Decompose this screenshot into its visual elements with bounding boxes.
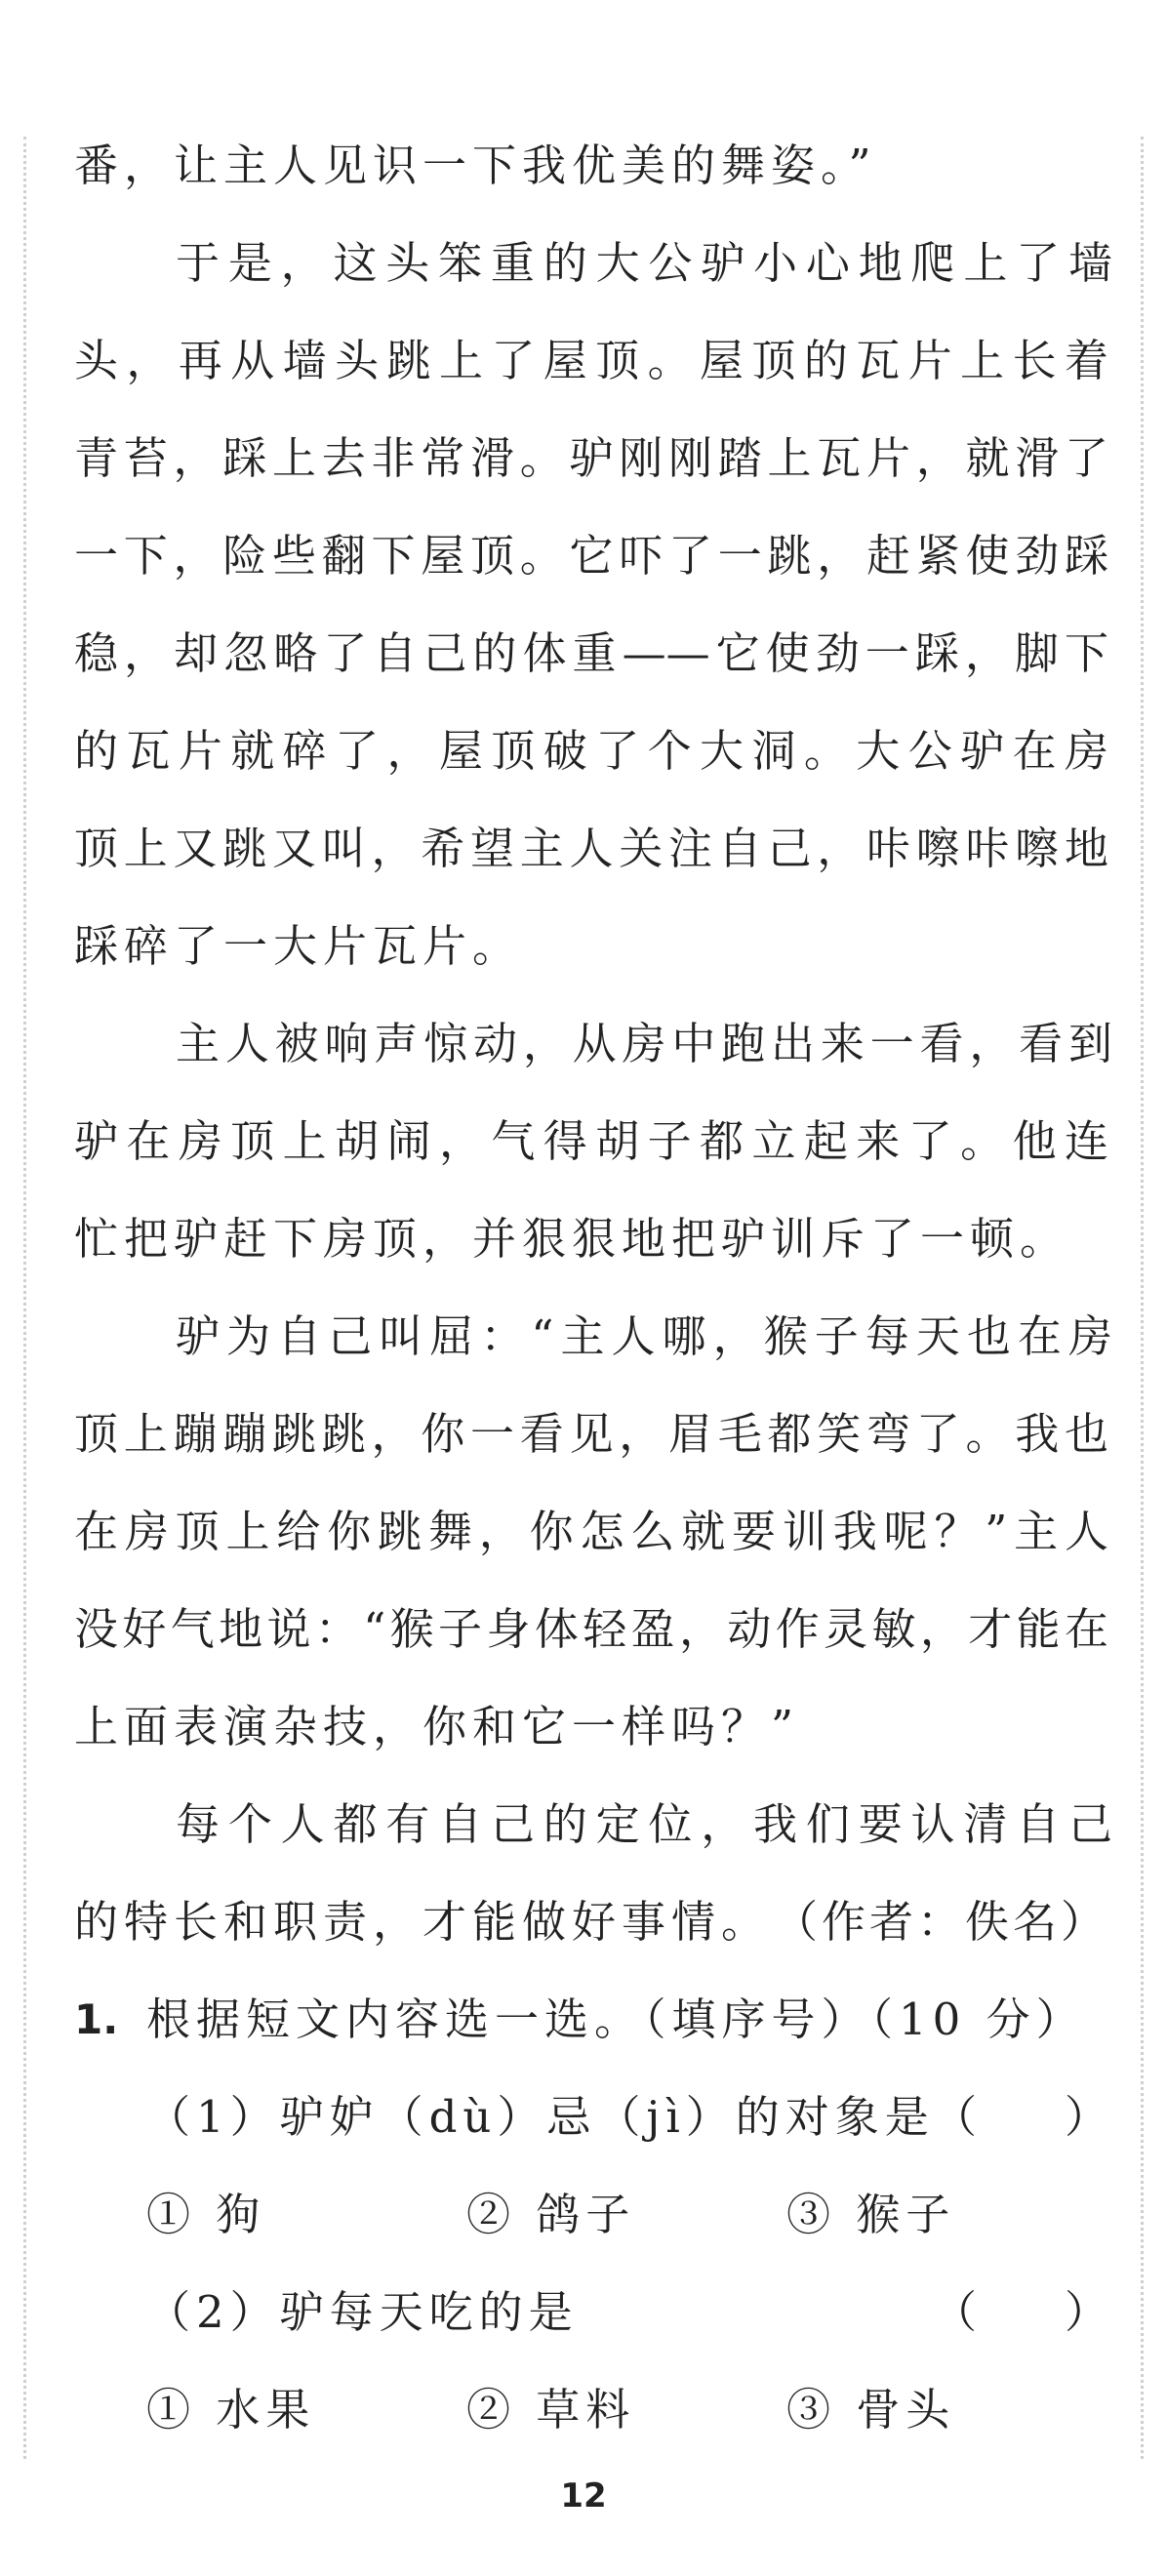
text-line: 一下，险些翻下屋顶。它吓了一跳，赶紧使劲踩: [74, 530, 1108, 582]
sub-question-1-option-2[interactable]: ② 鸽子: [466, 2189, 636, 2240]
text-line: 忙把驴赶下房顶，并狠狠地把驴训斥了一顿。: [74, 1213, 1070, 1265]
sub-question-2-option-2[interactable]: ② 草料: [466, 2384, 636, 2435]
sub-question-1-prompt: （1）驴妒（dù）忌（jì）的对象是: [146, 2091, 935, 2143]
text-line: 顶上蹦蹦跳跳，你一看见，眉毛都笑弯了。我也: [74, 1408, 1108, 1460]
sub-question-2-answer-blank[interactable]: （ ）: [932, 2286, 1108, 2338]
text-line: 的瓦片就碎了，屋顶破了个大洞。大公驴在房: [74, 725, 1108, 777]
text-line: 稳，却忽略了自己的体重——它使劲一踩，脚下: [74, 627, 1108, 679]
question-text: 根据短文内容选一选。（填序号）（10 分）: [146, 1993, 1086, 2045]
page-number: 12: [560, 2476, 607, 2516]
sub-question-1-option-3[interactable]: ③ 猴子: [786, 2189, 956, 2240]
sub-question-1-answer-blank[interactable]: （ ）: [932, 2091, 1108, 2143]
text-line: 上面表演杂技，你和它一样吗？”: [74, 1701, 800, 1752]
text-line: 主人被响声惊动，从房中跑出来一看，看到: [176, 1018, 1112, 1069]
right-margin-rule: [1141, 137, 1144, 2459]
text-line: 番，让主人见识一下我优美的舞姿。”: [74, 140, 877, 191]
text-line: 青苔，踩上去非常滑。驴刚刚踏上瓦片，就滑了: [74, 432, 1108, 484]
author-attribution: （作者：佚名）: [773, 1896, 1108, 1948]
left-margin-rule: [23, 137, 26, 2459]
sub-question-2-option-3[interactable]: ③ 骨头: [786, 2384, 956, 2435]
text-line: 头，再从墙头跳上了屋顶。屋顶的瓦片上长着: [74, 335, 1108, 386]
text-line: 驴为自己叫屈：“主人哪，猴子每天也在房: [176, 1310, 1112, 1362]
text-line: 于是，这头笨重的大公驴小心地爬上了墙: [176, 237, 1112, 289]
sub-question-1-option-1[interactable]: ① 狗: [146, 2189, 266, 2240]
text-line: 每个人都有自己的定位，我们要认清自己: [176, 1798, 1112, 1850]
text-line: 顶上又跳又叫，希望主人关注自己，咔嚓咔嚓地: [74, 823, 1108, 874]
text-line: 在房顶上给你跳舞，你怎么就要训我呢？”主人: [74, 1506, 1108, 1557]
text-line: 的特长和职责，才能做好事情。: [74, 1896, 772, 1948]
question-number: 1.: [74, 1995, 119, 2043]
sub-question-2-prompt: （2）驴每天吃的是: [146, 2286, 579, 2338]
sub-question-2-option-1[interactable]: ① 水果: [146, 2384, 316, 2435]
text-line: 踩碎了一大片瓦片。: [74, 920, 523, 972]
text-line: 驴在房顶上胡闹，气得胡子都立起来了。他连: [74, 1115, 1108, 1167]
text-line: 没好气地说：“猴子身体轻盈，动作灵敏，才能在: [74, 1603, 1108, 1655]
